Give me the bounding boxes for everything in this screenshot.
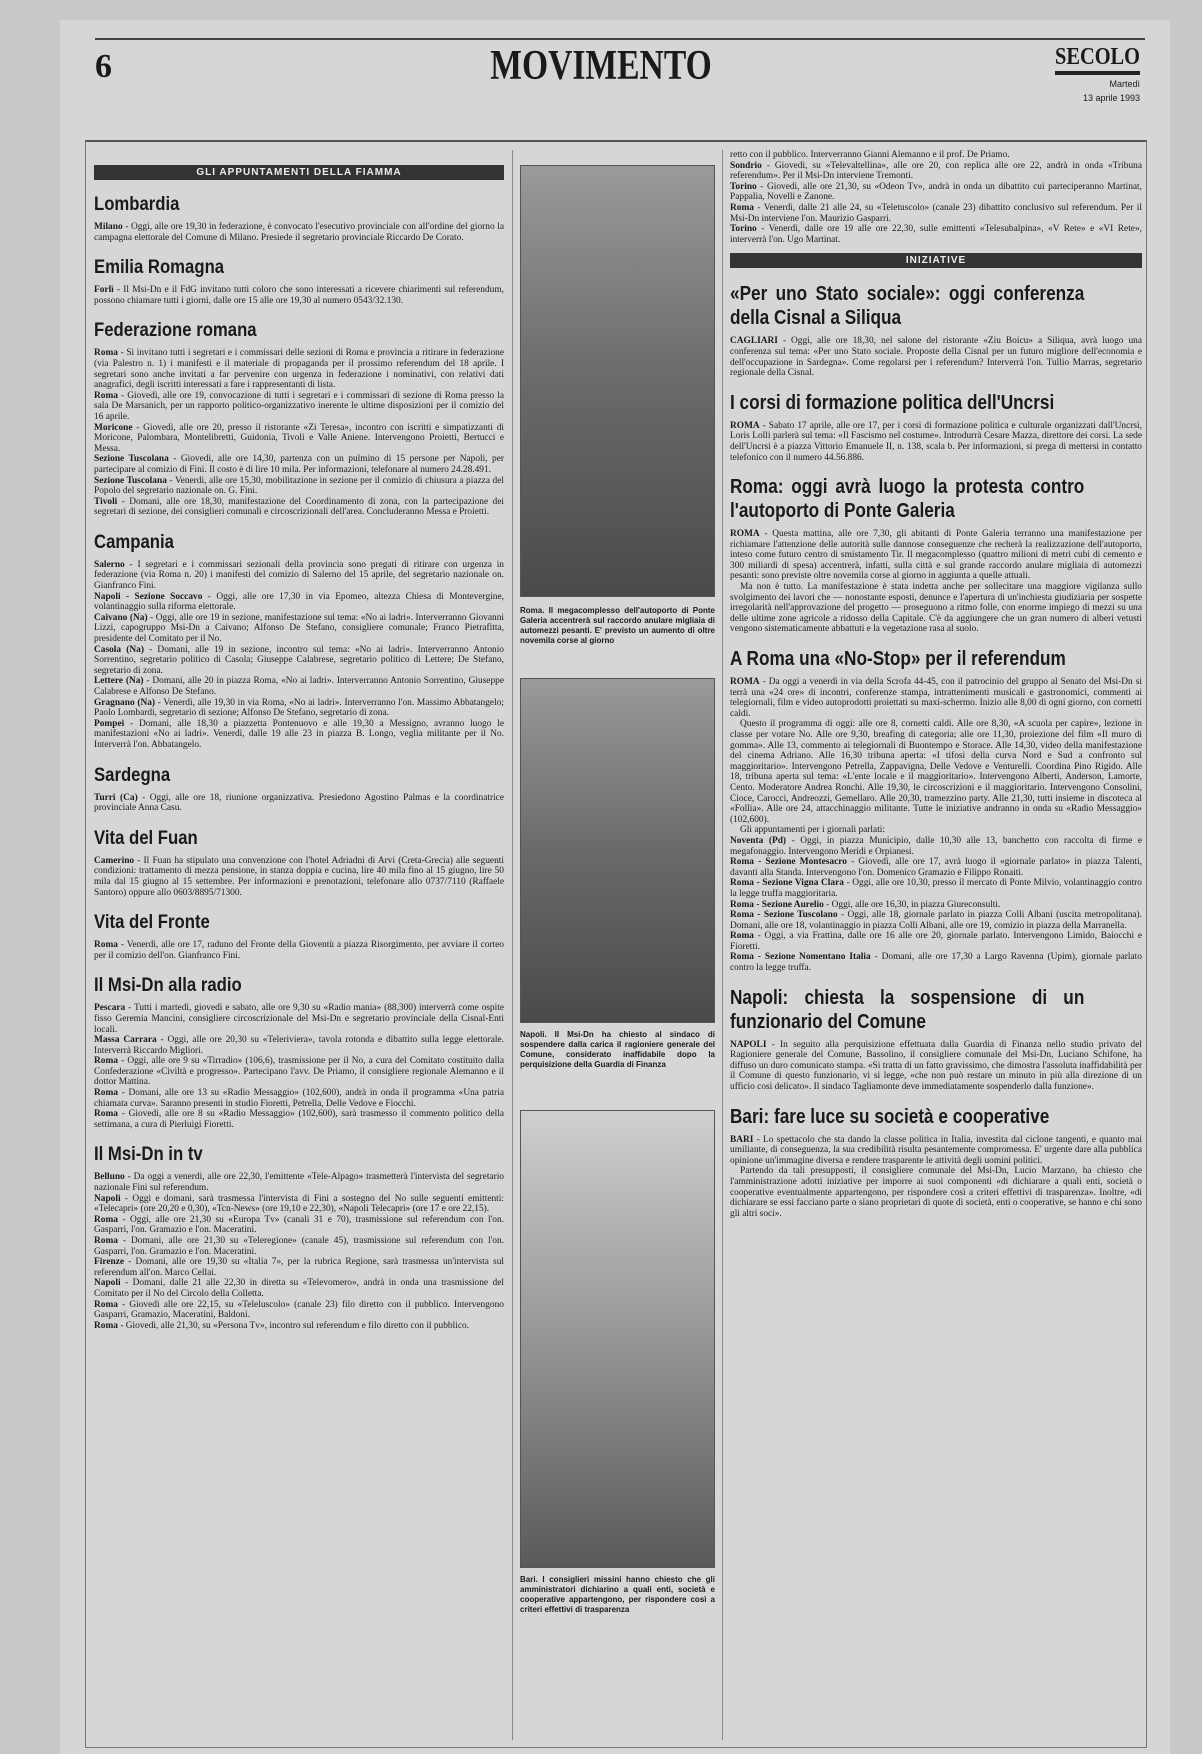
entry-place: Roma [730,931,754,942]
entry-paragraph [730,421,1142,463]
entry-text: Partendo da tali presupposti, il consigliere comunale del Msi-Dn, Lucio Marzano, ha chiesto che l'amministrazione adotti iniziative per imporre ai suoi componenti «di dichiarare a quali enti, società o cooperative eventualmente appartengono, per rispondere così a criteri effettivi di trasparenza». Inoltre, «di dichiarare se essi facciano parte o siano proprietari di quote di società, enti o cooperative, se hanno e chi sono gli altri soci». [730,1166,1142,1219]
entry-text: - Oggi, alle ore 19,30 in federazione, è convocato l'esecutivo provinciale con all'ordine del giorno la campagna elettorale del Comune di Milano. Presiede il segretario provinciale Riccardo De Corato. [94,222,504,243]
header-rule [95,38,1145,40]
entry-text: - Giovedì, alle 21,30, su «Persona Tv», incontro sul referendum e filo diretto con il pubblico. [117,1320,470,1331]
entry-paragraph [730,825,1142,836]
entry-place: Roma [94,348,118,359]
entry-place: Roma [94,1056,118,1067]
entry-place: Caivano (Na) [94,612,148,623]
entry-paragraph [730,203,1142,224]
entry-text: - Oggi, in piazza Municipio, dalle 10,30 alle 13, banchetto con raccolta di firme e megafonaggio. Intervengono Meridi e Orpianesi. [730,835,1143,857]
entry-place: Roma [94,1214,118,1225]
entry-paragraph [94,592,504,613]
section-heading: Sardegna [94,764,171,786]
entry-paragraph [94,348,504,390]
section-heading: Vita del Fuan [94,827,198,849]
entry-text: - Il Msi-Dn e il FdG invitano tutti coloro che sono interessati a ricevere chiarimenti sul referendum, possono chiamare tutti i giorni, dalle ore 15 alle ore 19,30 al numero 0543/32.130. [94,285,504,306]
entry-place: Roma [730,202,754,213]
entry-paragraph [94,391,504,423]
article [730,282,1142,378]
entry-place: Roma [94,940,118,951]
entry-paragraph [94,1056,504,1088]
entry-text: - Oggi, a via Frattina, dalle ore 16 alle ore 20, giornale parlato. Intervengono Limido, Baiocchi e Fioretti. [730,931,1142,952]
entry-place: Massa Carrara [94,1035,157,1046]
entry-text: - Venerdì, alle 19,30 in via Roma, «No ai ladri». Interverranno l'on. Massimo Abbatangelo; Paolo Lombardi, segretario di sezione; Alfonso De Stefano, segretario di zona. [94,697,504,719]
column-divider [722,150,723,1740]
left-column [94,165,504,1331]
entry-paragraph [730,150,1142,161]
entry-place: Camerino [94,855,135,866]
entry-paragraph [730,529,1142,582]
initiatives-banner: INIZIATIVE [730,253,1142,268]
entry-paragraph [730,878,1142,899]
entry-place: Moricone [94,422,133,433]
entry-paragraph [94,1003,504,1035]
entry-paragraph [94,645,504,677]
entry-paragraph [730,182,1142,203]
entry-text: - Oggi, alle ore 19 in sezione, manifestazione sul tema: «No ai ladri». Interverranno Giovanni Lizzi, capogruppo Msi-Dn a Caivano; Alfonso De Stefano, consigliere comunale; Franco Pietrafitta, presidente del Comitato per il No. [94,612,504,645]
entry-text: Ma non è tutto. La manifestazione è stata indetta anche per sollecitare una maggiore vigilanza sullo svolgimento dei lavori che — nonostante esposti, denunce e l'apertura di un'inchiesta giudiziaria per sospette irregolarità nell'approvazione del progetto — proseguono a ritmo folle, con enorme impiego di mezzi su una delle ultime zone agricole a ridosso della Capitale. C'è da aggiungere che un gran numero di alberi vetusti vengono sistematicamente abbattuti e la vegetazione rasa al suolo. [730,582,1142,635]
photo-naples-traffic [520,678,715,1023]
entry-place: Pompei [94,718,125,729]
entry-paragraph [94,719,504,751]
entry-text: Questo il programma di oggi: alle ore 8, cornetti caldi. Alle ore 8,30, «A scuola per capire», lezione in classe per votare No. Alle ore 9,30, breafing di categoria; alle ore 11,30, proiezione del film «Il muro di gomma». Alle 13, commento ai telegiornali di Buontempo e Storace. Alle 14,30, video della manifestazione del cinema Adriano. Alle 16,30 tribuna aperta: «I tifosi della curva Nord e Sud a confronto sul maggioritario». Intervengono Petrella, Zappavigna, Delle Vedove e Venturelli. Coordina Pino Rigido. Alle 18, tribuna aperta sul tema: «L'ente locale e il maggioritario». Intervengono Alberti, Anderson, Lamorte, Cento. Moderatore Andrea Ronchi. Alle 19,30, le circoscrizioni e il maggioritario. Intervengono Consolini, Cioce, Carocci, Andreozzi, Gemellaro. Alle 20,30, tramezzino party. Alle 21,30, tutti insieme in discoteca al «Follia». Alle ore 24, attacchinaggio militante. Tutte le iniziative andranno in onda su «Radio Messaggio» (102,600). [730,719,1142,825]
article [730,986,1142,1093]
entry-paragraph [94,476,504,497]
entry-place: Milano [94,222,123,232]
photo-caption: Napoli. Il Msi-Dn ha chiesto al sindaco di sospendere dalla carica il ragioniere generale del Comune, considerato inaffidabile dopo la perquisizione della Guardia di Finanza [520,1030,715,1069]
entry-text: - Domani, dalle 21 alle 22,30 in diretta su «Televomero», andrà in onda una trasmissione del Comitato per il No del Circolo della Colletta. [94,1278,504,1299]
photo-caption: Bari. I consiglieri missini hanno chiesto che gli amministratori dichiarino a quali enti, società e cooperative appartengono, per rispondere così a criteri effettivi di trasparenza [520,1575,715,1614]
entry-place: Sezione Tuscolana [94,475,167,486]
photo-caption: Roma. Il megacomplesso dell'autoporto di Ponte Galeria accentrerà sul raccordo anulare migliaia di automezzi pesanti. E' previsto un aumento di oltre novemila corse al giorno [520,606,715,645]
entry-place: Napoli [94,1193,121,1204]
entry-paragraph [94,856,504,898]
article-headline: Roma: oggi avrà luogo la protesta contro l'autoporto di Ponte Galeria [730,476,1085,523]
entry-place: Noventa (Pd) [730,835,787,846]
entry-paragraph [94,1236,504,1257]
entry-paragraph [94,1172,504,1193]
entry-place: Turri (Ca) [94,792,138,803]
section-heading: Vita del Fronte [94,912,210,934]
entry-text: - Domani, alle 20 in piazza Roma, «No ai ladri». Interverranno Antonio Sorrentino, Giuseppe Calabrese e Alfonso De Stefano. [94,676,504,697]
entry-paragraph [94,613,504,645]
entry-paragraph [730,1166,1142,1219]
entry-place: Roma - Sezione Aurelio [730,899,824,910]
entry-paragraph [730,952,1142,973]
section-heading: Lombardia [94,194,180,215]
entry-place: Gragnano (Na) [94,697,156,708]
entry-text: - Oggi, alle ore 17,30 in via Epomeo, altezza Chiesa di Montevergine, volantinaggio sulla riforma elettorale. [94,591,504,613]
article-headline: Bari: fare luce su società e cooperative [730,1105,1050,1128]
entry-paragraph [730,336,1142,378]
entry-place: Roma [94,390,118,401]
section-heading: Emilia Romagna [94,257,225,279]
entry-text: - Oggi, alle ore 18,30, nel salone del ristorante «Ziu Boicu» a Siliqua, avrà luogo una conferenza sul tema: «Per uno Stato sociale. Proposte della Cisnal per un futuro migliore dell'economia e dell'occupazione in Sardegna». Come regolarsi per i referendum? Interverrà l'on. Tullio Marras, segretario regionale della Cisnal. [730,336,1142,379]
entry-text: - Oggi, alle ore 9 su «Tirradio» (106,6), trasmissione per il No, a cura del Comitato costituito dalla Confederazione «Civiltà e progresso». Partecipano l'avv. De Priamo, il consigliere regionale Alemanno e il dottor Mattina. [94,1056,504,1088]
article [730,391,1142,463]
entry-place: Sondrio [730,160,762,171]
page-number: 6 [95,48,112,85]
entry-paragraph [94,1321,504,1332]
entry-text: - I segretari e i commissari sezionali della provincia sono pregati di ritirare con urgenza in federazione (via Roma n. 20) i manifesti del comizio di Salerno del 15 aprile, del segretario nazionale on. Gianfranco Fini. [94,559,504,592]
section-title: MOVIMENTO [490,43,712,89]
entry-paragraph [94,1300,504,1321]
entry-text: - Giovedì, alle ore 21,30, su «Odeon Tv», andrà in onda un dibattito cui parteciperanno Martinat, Pappalia, Novelli e Zanone. [730,181,1142,203]
entry-paragraph [730,224,1142,245]
entry-place: Roma - Sezione Nomentano Italia [730,952,871,963]
photo-truck [520,165,715,597]
entry-text: - Domani, alle ore 19,30 su «Italia 7», per la rubrica Regione, sarà trasmessa un'intervista sul referendum all'on. Marco Cellai. [94,1257,504,1278]
entry-paragraph [94,560,504,592]
entry-paragraph [730,719,1142,825]
entry-paragraph [730,857,1142,878]
entry-text: - Da oggi a venerdì in via della Scrofa 44-45, con il patrocinio del gruppo al Senato del Msi-Dn si terrà una «24 ore» di incontri, conferenze stampa, intrattenimenti musicali e gastronomici, commenti ai telegiornali, film e video autoprodotti proiettati su maxi-schermo. Inizio alle 8,00 di ogni giorno, con cornetti caldi. [730,677,1142,719]
entry-text: - Lo spettacolo che sta dando la classe politica in Italia, investita dal ciclone tangenti, e quanto mai umiliante, di conseguenza, la sua credibilità risulta pesantemente compromessa. E' urgente dare alla pubblica opinione un'immagine diversa e rendere trasparente le attività degli uomini politici. [730,1134,1142,1166]
issue-date: 13 aprile 1993 [1082,93,1140,103]
entry-place: Roma - Sezione Tuscolano [730,910,838,921]
entry-paragraph [730,1135,1142,1167]
article-headline: Napoli: chiesta la sospensione di un funzionario del Comune [730,986,1085,1033]
entry-text: - Venerdì, alle ore 15,30, mobilitazione in sezione per il comizio di chiusura a piazza del Popolo del segretario nazionale on. G. Fini. [94,475,504,497]
entry-text: - Giovedì, su «Televaltellina», alle ore 20, con replica alle ore 22, andrà in onda «Tribuna referendum». Per il Msi-Dn interviene Tremonti. [730,160,1142,182]
entry-place: Roma [94,1320,118,1331]
entry-paragraph [94,1215,504,1236]
article [730,1105,1142,1220]
entry-place: CAGLIARI [730,336,778,347]
entry-text: - Oggi, alle ore 16,30, in piazza Giureconsulti. [823,899,1001,910]
entry-place: Pescara [94,1003,126,1014]
appointments-banner: GLI APPUNTAMENTI DELLA FIAMMA [94,165,504,180]
entry-text: - Il Fuan ha stipulato una convenzione con l'hotel Adriadni di Arvi (Creta-Grecia) alle seguenti condizioni: trattamento di mezza pensione, in stanza doppia e cucina, lire 40 mila fino al 15 giugno, lire 50 mila dal 15 giugno al 15 settembre. Per informazioni e prenotazioni, telefonare allo 0737/7110 (Raffaele Santoro) oppure allo 0603/8895/71300. [94,855,504,898]
entry-text: - Domani, alle 19 in sezione, incontro sul tema: «No ai ladri». Interverranno Antonio Sorrentino, segretario politico di Casola; Giuseppe Calabrese, segretario politico di Lettere; De Stefano, segretario di zona. [94,644,504,676]
entry-paragraph [94,454,504,475]
entry-place: Salerno [94,559,125,570]
article-headline: A Roma una «No-Stop» per il referendum [730,648,1066,671]
right-column [730,150,1142,1229]
entry-paragraph [94,285,504,306]
masthead-logo: SECOLO [1055,44,1140,75]
entry-text: - Giovedì, alle ore 14,30, partenza con un pulmino di 15 persone per Napoli, per partecipare al comizio di Fini. Il costo è di lire 10 mila. Per informazioni, telefonare al numero 24.28.491. [94,454,504,475]
article-headline: I corsi di formazione politica dell'Uncrsi [730,391,1055,414]
section-heading: Il Msi-Dn alla radio [94,975,242,997]
entry-text: - Domani, alle ore 13 su «Radio Messaggio» (102,600), andrà in onda il programma «Una patria chiamata curva». Saranno presenti in studio Fioretti, Petrella, Delle Vedove e Fiocchi. [94,1088,504,1109]
entry-text: retto con il pubblico. Interverranno Gianni Alemanno e il prof. De Priamo. [730,150,1010,160]
entry-text: - Domani, alle ore 18,30, manifestazione del Coordinamento di zona, con la partecipazione dei segretari di sezione, dei consiglieri comunali e circoscrizionali dell'area. Concluderanno Messa e Proietti. [94,496,504,518]
entry-paragraph [94,940,504,961]
entry-place: Forlì [94,285,114,296]
entry-text: - Giovedì, alle ore 19, convocazione di tutti i segretari e i commissari di sezione di Roma presso la sala De Marsanich, per un rapporto politico-organizzativo inerente le ultime disposizioni per il comizio del 16 aprile. [94,390,504,422]
entry-text: - Domani, alle 18,30 a piazzetta Pontenuovo e alle 19,30 a Messigno, avranno luogo le manifestazioni «No ai ladri». Venerdì, dalle 19 alle 23 in piazza B. Longo, veglia militante per il No. Interverrà l'on. Abbatangelo. [94,718,504,750]
article [730,647,1142,974]
entry-place: Roma - Sezione Vigna Clara [730,878,844,889]
entry-place: BARI [730,1134,754,1145]
entry-paragraph [94,1088,504,1109]
entry-text: - Giovedì alle ore 22,15, su «Teleluscolo» (canale 23) filo diretto con il pubblico. Intervengono Gasparri, Gramazio, Maceratini, Baldoni. [94,1299,504,1321]
entry-paragraph [94,793,504,814]
masthead [1040,44,1140,103]
section-heading: Campania [94,531,174,553]
entry-text: - Oggi, alle ore 10,30, presso il mercato di Ponte Milvio, volantinaggio contro la legge truffa maggioritaria. [730,878,1142,899]
entry-text: - Giovedì, alle ore 20, presso il ristorante «Zi Teresa», incontro con iscritti e simpatizzanti di Moricone, Palombara, Montelibretti, Guidonia, Tivoli e Valle Aniene. Intervengono Proietti, Bertucci e Messa. [94,422,504,454]
entry-place: Belluno [94,1172,125,1183]
entry-place: Roma [94,1109,118,1120]
entry-paragraph [730,900,1142,911]
entry-place: Sezione Tuscolana [94,454,169,465]
issue-day: Martedì [1109,79,1140,89]
entry-place: ROMA [730,529,760,540]
article [730,475,1142,635]
entry-text: - Venerdì, dalle 21 alle 24, su «Teletuscolo» (canale 23) dibattito conclusivo sul referendum. Per il Msi-Dn interviene l'on. Maurizio Gasparri. [730,202,1142,224]
entry-place: Napoli [94,1278,121,1289]
entry-text: - Tutti i martedì, giovedì e sabato, alle ore 9,30 su «Radio mania» (88,300) interverrà come ospite fisso Geremia Mancini, consigliere circoscrizionale del Msi-Dn e segretario provinciale della Cisnal-Enti locali. [94,1003,504,1035]
entry-text: - Oggi, alle ore 18, riunione organizzativa. Presiedono Agostino Palmas e la coordinatrice provinciale Anna Casu. [94,792,505,814]
entry-paragraph [94,1035,504,1056]
entry-place: Firenze [94,1257,125,1268]
entry-text: - Questa mattina, alle ore 7,30, gli abitanti di Ponte Galeria terranno una manifestazione per richiamare l'attenzione delle autorità sulle dannose conseguenze che recherà la realizzazione dell'autoporto, inteso come futuro centro di smistamento Tir. Il megacomplesso (quattro milioni di metri cubi di cemento e 300 miliardi di spesa) accentrerà, infatti, sulla città e sul grande raccordo anulare migliaia di automezzi pesanti: sono previste oltre novemila corse al giorno in aggiunta a quelle attuali. [730,529,1142,582]
entry-place: Roma [94,1299,118,1310]
entry-place: ROMA [730,677,760,688]
entry-text: - Oggi, alle ore 20,30 su «Teleriviera», tavola rotonda e dibattito sulla legge elettorale. Interverrà Riccardo Migliori. [94,1035,504,1056]
entry-place: Tivoli [94,496,118,507]
entry-paragraph [730,931,1142,952]
entry-text: - Giovedì, alle ore 17, avrà luogo il «giornale parlato» in piazza Talenti, davanti alla Standa. Intervengono l'on. Domenico Gramazio e Filippo Ronaiti. [730,857,1142,878]
entry-paragraph [94,222,504,243]
article-headline: «Per uno Stato sociale»: oggi conferenza della Cisnal a Siliqua [730,283,1085,330]
entry-text: - Domani, alle ore 21,30 su «Teleregione» (canale 45), trasmissione sul referendum con l'on. Gasparri, l'on. Gramazio e l'on. Maceratini. [94,1236,504,1257]
entry-paragraph [94,497,504,518]
entry-paragraph [94,1109,504,1130]
entry-text: - Si invitano tutti i segretari e i commissari delle sezioni di Roma e provincia a ritirare in federazione (via Palestro n. 1) i manifesti e il materiale di propaganda per il prossimo referendum del 18 aprile. I segretari sono anche invitati a far pervenire con urgenza in federazione i nominativi, con relativi dati anagrafici, degli iscritti interessati a fare i rappresentanti di lista. [94,348,504,391]
entry-paragraph [94,698,504,719]
column-divider [512,150,513,1740]
entry-text: - Sabato 17 aprile, alle ore 17, per i corsi di formazione politica e culturale organizzati dall'Uncrsi, Loris Lolli parlerà sul tema: «Il Fascismo nel costume». Introdurrà Cesare Mazza, direttore dei corsi. La sede dell'Uncrsi è a piazza Vittorio Emanuele II, n. 138, scala b. Per informazioni, si prega di mettersi in contatto telefonico con il numero 44.56.886. [730,420,1142,463]
section-heading: Federazione romana [94,320,257,342]
entry-place: Napoli - Sezione Soccavo [94,591,203,602]
entry-paragraph [730,161,1142,182]
entry-place: Roma [94,1088,118,1099]
entry-place: ROMA [730,420,760,431]
entry-text: - In seguito alla perquisizione effettuata dalla Guardia di Finanza nello studio privato del Ragioniere generale del Comune, Bassolino, il consigliere comunale del Msi-Dn, Luciano Schifone, ha diffuso un duro comunicato stampa. «Si tratta di un fatto gravissimo, che dimostra l'assoluta inaffidabilità per il Comune di questo funzionario, vi si legge, «che non può restare un minuto in più alla direzione di un ufficio così delicato». Il sindaco Tagliamonte deve immediatamente sospenderlo dalla funzione». [730,1039,1142,1093]
entry-paragraph [730,582,1142,635]
entry-place: Roma [94,1236,118,1246]
section-heading: Il Msi-Dn in tv [94,1144,203,1166]
entry-paragraph [94,423,504,455]
entry-paragraph [94,1194,504,1215]
entry-paragraph [730,1040,1142,1093]
entry-text: - Giovedì, alle ore 8 su «Radio Messaggio» (102,600), sarà trasmesso il commento politico della settimana, a cura di Pierluigi Fioretti. [94,1109,504,1130]
entry-place: Torino [730,181,757,192]
entry-text: - Venerdì, dalle ore 19 alle ore 22,30, sulle emittenti «Telesubalpina», «V Rete» e «VI Rete», interverrà l'on. Ugo Martinat. [730,224,1142,245]
entry-text: - Da oggi a venerdì, alle ore 22,30, l'emittente «Tele-Alpago» trasmetterà l'intervista del segretario nazionale Fini sul referendum. [94,1172,504,1194]
entry-paragraph [94,1278,504,1299]
entry-text: - Oggi, alle ore 21,30 su «Europa Tv» (canali 31 e 70), trasmissione sul referendum con l'on. Gasparri, l'on. Gramazio e l'on. Maceratini. [94,1214,504,1236]
entry-text: - Domani, alle ore 17,30 a Largo Ravenna (Upim), giornale parlato contro la legge truffa. [730,952,1142,974]
entry-paragraph [730,910,1142,931]
entry-paragraph [94,1257,504,1278]
entry-place: Roma - Sezione Montesacro [730,857,847,868]
photo-bari [520,1110,715,1568]
entry-text: - Venerdì, alle ore 17, raduno del Fronte della Gioventù a piazza Risorgimento, per avviare il corteo per il comizio dell'on. Gianfranco Fini. [94,940,504,961]
entry-text: - Oggi, alle 18, giornale parlato in piazza Colli Albani (uscita metropolitana). Domani, alle ore 18, volantinaggio in piazza Colli Albani, alle ore 19, comizio in piazza della Marranella. [730,910,1143,931]
entry-text: Gli appuntamenti per i giornali parlati: [740,825,886,836]
entry-text: - Oggi e domani, sarà trasmessa l'intervista di Fini a sostegno del No sulle seguenti emittenti: «Telecapri» (ore 20,20 e 0,30), «Tcn-News» (ore 19,10 e 22,30), «Napoli Telecapri» (ore 17 e ore 22,15). [94,1193,504,1215]
entry-place: Torino [730,224,757,235]
entry-paragraph [730,677,1142,719]
entry-place: Lettere (Na) [94,676,144,687]
entry-paragraph [730,836,1142,857]
entry-place: Casola (Na) [94,644,144,655]
entry-paragraph [94,676,504,697]
entry-place: NAPOLI [730,1039,767,1050]
